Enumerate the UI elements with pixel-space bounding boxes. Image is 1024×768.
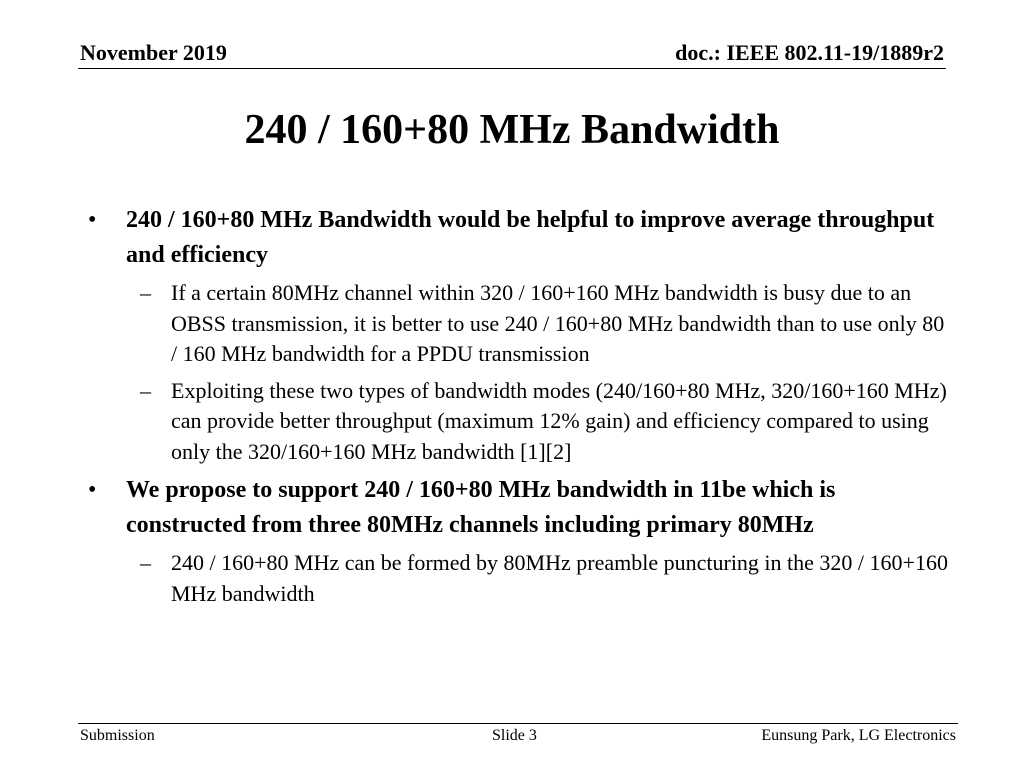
bullet-marker: • [88, 207, 97, 233]
bullet-text: We propose to support 240 / 160+80 MHz bandwidth in 11be which is constructed from three 80MHz channels including primary 80MHz [126, 477, 836, 538]
bullet-marker: • [88, 477, 97, 503]
slide-body [88, 203, 948, 615]
footer-author: Eunsung Park, LG Electronics [761, 727, 956, 744]
sub-bullet-text: If a certain 80MHz channel within 320 / 160+160 MHz bandwidth is busy due to an OBSS transmission, it is better to use 240 / 160+80 MHz bandwidth than to use only 80 / 160 MHz bandwidth for a PPDU transmission [171, 280, 945, 366]
sub-bullet-marker: – [140, 280, 151, 305]
footer-submission: Submission [80, 727, 155, 744]
footer-slide-number: Slide 3 [492, 727, 537, 744]
sub-bullet-text: Exploiting these two types of bandwidth modes (240/160+80 MHz, 320/160+160 MHz) can provide better throughput (maximum 12% gain) and efficiency compared to using only the 320/160+160 MHz bandwidth [1][2] [171, 377, 947, 464]
slide-title: 240 / 160+80 MHz Bandwidth [244, 107, 780, 153]
sub-bullet-marker: – [140, 550, 151, 575]
bullet-2 [88, 473, 948, 543]
footer-divider [78, 723, 958, 724]
header-doc-id: doc.: IEEE 802.11-19/1889r2 [675, 40, 944, 65]
sub-bullet-1-2 [88, 376, 948, 468]
bullet-text: 240 / 160+80 MHz Bandwidth would be helpful to improve average throughput and efficiency [126, 207, 935, 268]
sub-bullet-1-1 [88, 278, 948, 370]
header-date: November 2019 [80, 40, 227, 65]
header-divider [78, 68, 946, 69]
sub-bullet-2-1 [88, 548, 948, 609]
sub-bullet-marker: – [140, 377, 151, 403]
sub-bullet-text: 240 / 160+80 MHz can be formed by 80MHz preamble puncturing in the 320 / 160+160 MHz bandwidth [171, 550, 948, 606]
bullet-1 [88, 203, 948, 273]
